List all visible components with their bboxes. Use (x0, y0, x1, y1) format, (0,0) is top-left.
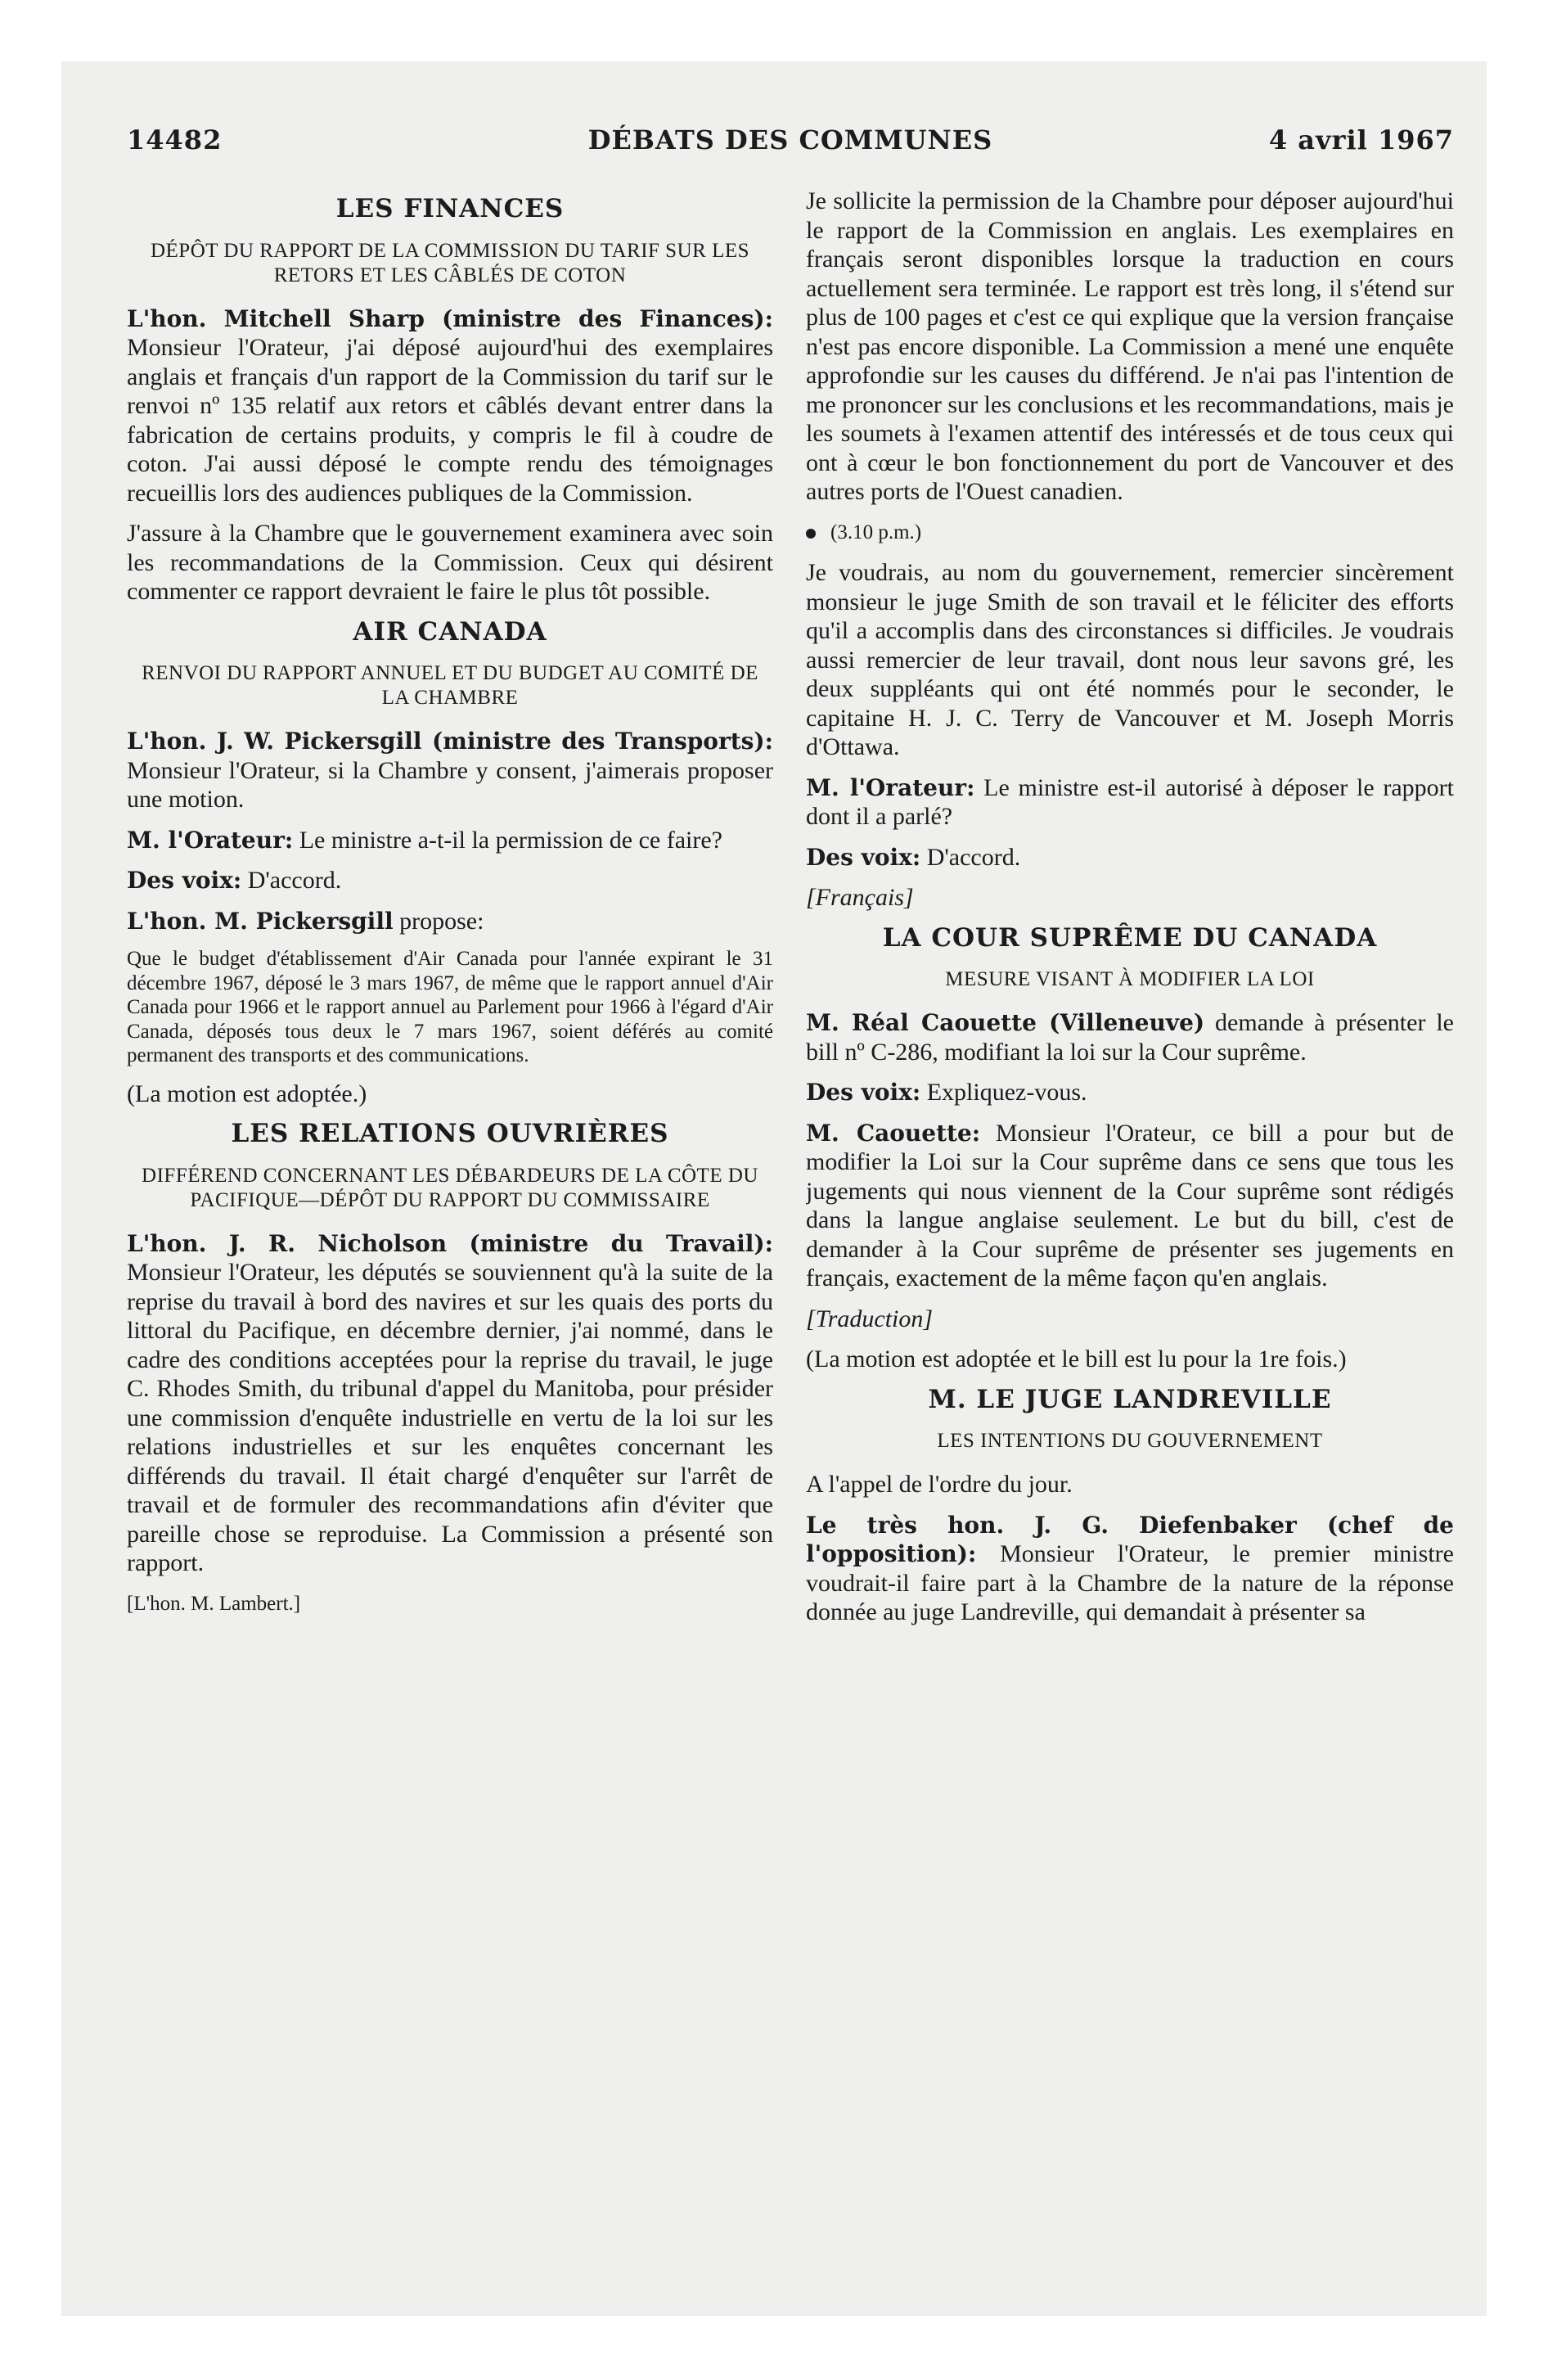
speaker-name: L'hon. Mitchell Sharp (ministre des Finances): (127, 304, 773, 332)
speaker-name: Le très hon. J. G. Diefenbaker (chef de l'opposition): (806, 1511, 1454, 1567)
speech-text: demande à présenter le bill nº C-286, modifiant la loi sur la Cour suprême. (806, 1009, 1454, 1066)
paragraph: A l'appel de l'ordre du jour. (806, 1471, 1073, 1498)
speaker-name: Des voix: (806, 843, 921, 871)
speech-text: Monsieur l'Orateur, le premier ministre voudrait-il faire part à la Chambre de la nature de la réponse donnée au juge Landreville, qui demandait à présenter sa (806, 1540, 1454, 1625)
paragraph (806, 1511, 1454, 1627)
section-title-relations: LES RELATIONS OUVRIÈRES (231, 1119, 669, 1148)
right-column (806, 187, 1454, 2241)
section-title-cour-supreme: LA COUR SUPRÊME DU CANADA (882, 922, 1378, 953)
paragraph: (La motion est adoptée et le bill est lu pour la 1re fois.) (806, 1346, 1347, 1373)
paragraph: (La motion est adoptée.) (127, 1080, 367, 1107)
speech-text: D'accord. (920, 843, 1021, 871)
section-subtitle-cour-supreme: MESURE VISANT À MODIFIER LA LOI (945, 968, 1315, 990)
speaker-name: L'hon. M. Pickersgill (127, 907, 394, 935)
speaker-name: Des voix: (806, 1079, 921, 1106)
running-title: DÉBATS DES COMMUNES (587, 124, 993, 156)
speech-text: Le ministre est-il autorisé à déposer le rapport dont il a parlé? (806, 773, 1454, 830)
section-subtitle-relations: DIFFÉREND CONCERNANT LES DÉBARDEURS DE LA CÔTE DU PACIFIQUE—DÉPÔT DU RAPPORT DU COMMISSAIRE (142, 1164, 758, 1211)
speaker-name: M. l'Orateur: (806, 773, 975, 801)
speech-text: Monsieur l'Orateur, si la Chambre y consent, j'aimerais proposer une motion. (127, 756, 773, 813)
paragraph (806, 1008, 1454, 1066)
paragraph (127, 727, 773, 814)
section-subtitle-finances: DÉPÔT DU RAPPORT DE LA COMMISSION DU TARIF SUR LES RETORS ET LES CÂBLÉS DE COTON (150, 239, 750, 286)
speech-text: propose: (393, 907, 484, 935)
paragraph (127, 304, 773, 508)
paragraph (806, 1119, 1454, 1293)
speech-text: Monsieur l'Orateur, les députés se souviennent qu'à la suite de la reprise du travail à bord des navires et sur les quais des ports du littoral du Pacifique, en décembre dernier, j'ai nommé, dans le cadre des conditions acceptées pour la reprise du travail, le juge C. Rhodes Smith, du tribunal d'appel du Manitoba, pour présider une commission d'enquête industrielle en vertu de la loi sur les relations industrielles et sur les enquêtes concernant les différends du travail. Il était chargé d'enquêter sur l'arrêt de travail et de formuler des recommandations afin d'éviter que pareille chose se reproduise. La Commission a présenté son rapport. (127, 1259, 773, 1576)
timestamp (806, 518, 1454, 548)
speech-text: Le ministre a-t-il la permission de ce faire? (293, 826, 722, 854)
speaker-name: M. Réal Caouette (Villeneuve) (806, 1009, 1205, 1036)
paragraph (127, 826, 773, 855)
speaker-name: Des voix: (127, 867, 242, 894)
page-number: 14482 (127, 124, 223, 156)
paragraph (127, 1229, 773, 1578)
section-title-air-canada: AIR CANADA (353, 616, 547, 647)
section-subtitle-air-canada: RENVOI DU RAPPORT ANNUEL ET DU BUDGET AU COMITÉ DE LA CHAMBRE (142, 662, 758, 709)
paragraph: Je sollicite la permission de la Chambre pour déposer aujourd'hui le rapport de la Commission en anglais. Les exemplaires en français seront disponibles lorsque la traduction en cours actuellement sera terminée. Le rapport est très long, il s'étend sur plus de 100 pages et c'est ce qui explique que la version française n'est pas encore disponible. La Commission a mené une enquête approfondie sur les causes du différend. Je n'ai pas l'intention de me prononcer sur les conclusions et les recommandations, mais je les soumets à l'examen attentif des intéressés et de tous ceux qui ont à cœur le bon fonctionnement du port de Vancouver et des autres ports de l'Ouest canadien. (806, 187, 1454, 505)
paragraph (806, 1078, 1454, 1107)
paragraph: Je voudrais, au nom du gouvernement, remercier sincèrement monsieur le juge Smith de son travail et le féliciter des efforts qu'il a accomplis dans des circonstances si difficiles. Je voudrais aussi remercier de leur travail, dont nous leur savons gré, les deux suppléants qui ont été nommés pour le seconder, le capitaine H. J. C. Terry de Vancouver et M. Joseph Morris d'Ottawa. (806, 559, 1454, 760)
bullet-icon (806, 529, 816, 539)
left-column (127, 187, 773, 2241)
paragraph (127, 866, 773, 895)
language-marker: [Français] (806, 884, 914, 911)
paragraph (806, 773, 1454, 832)
paragraph (127, 907, 773, 936)
speech-text: Monsieur l'Orateur, j'ai déposé aujourd'hui des exemplaires anglais et français d'un rapport de la Commission du tarif sur le renvoi nº 135 relatif aux retors et câblés devant entrer dans la fabrication de certains produits, y compris le fil à coudre de coton. J'ai aussi déposé le compte rendu des témoignages recueillis lors des audiences publiques de la Commission. (127, 334, 773, 507)
speaker-name: L'hon. J. W. Pickersgill (ministre des Transports): (127, 728, 773, 755)
speaker-name: M. Caouette: (806, 1119, 981, 1147)
section-subtitle-landreville: LES INTENTIONS DU GOUVERNEMENT (937, 1430, 1323, 1452)
motion-text: Que le budget d'établissement d'Air Canada pour l'année expirant le 31 décembre 1967, déposé le 3 mars 1967, de même que le rapport annuel d'Air Canada pour 1966 et le rapport annuel au Parlement pour 1966 à l'égard d'Air Canada, déposés tous deux le 7 mars 1967, soient déférés au comité permanent des transports et des communications. (127, 948, 773, 1066)
speech-text: D'accord. (241, 867, 342, 894)
paragraph: J'assure à la Chambre que le gouvernement examinera avec soin les recommandations de la Commission. Ceux qui désirent commenter ce rapport devraient le faire le plus tôt possible. (127, 520, 773, 605)
language-marker: [Traduction] (806, 1305, 934, 1332)
section-title-finances: LES FINANCES (335, 194, 565, 223)
footer-note: [L'hon. M. Lambert.] (127, 1592, 301, 1615)
running-head (127, 115, 1454, 164)
timestamp-text: (3.10 p.m.) (830, 521, 922, 543)
speaker-name: M. l'Orateur: (127, 826, 294, 854)
section-title-landreville: M. LE JUGE LANDREVILLE (928, 1384, 1332, 1414)
speech-text: Expliquez-vous. (920, 1079, 1087, 1106)
speaker-name: L'hon. J. R. Nicholson (ministre du Travail): (127, 1229, 773, 1257)
running-date: 4 avril 1967 (1268, 124, 1454, 156)
speech-text: Monsieur l'Orateur, ce bill a pour but de modifier la Loi sur la Cour suprême dans ce sens que tous les jugements qui nous viennent de la Cour suprême sont rédigés dans la langue anglaise seulement. Le but du bill, c'est de demander à la Cour suprême de présenter ses jugements en français, exactement de la même façon qu'en anglais. (806, 1119, 1454, 1291)
paragraph (806, 843, 1454, 872)
